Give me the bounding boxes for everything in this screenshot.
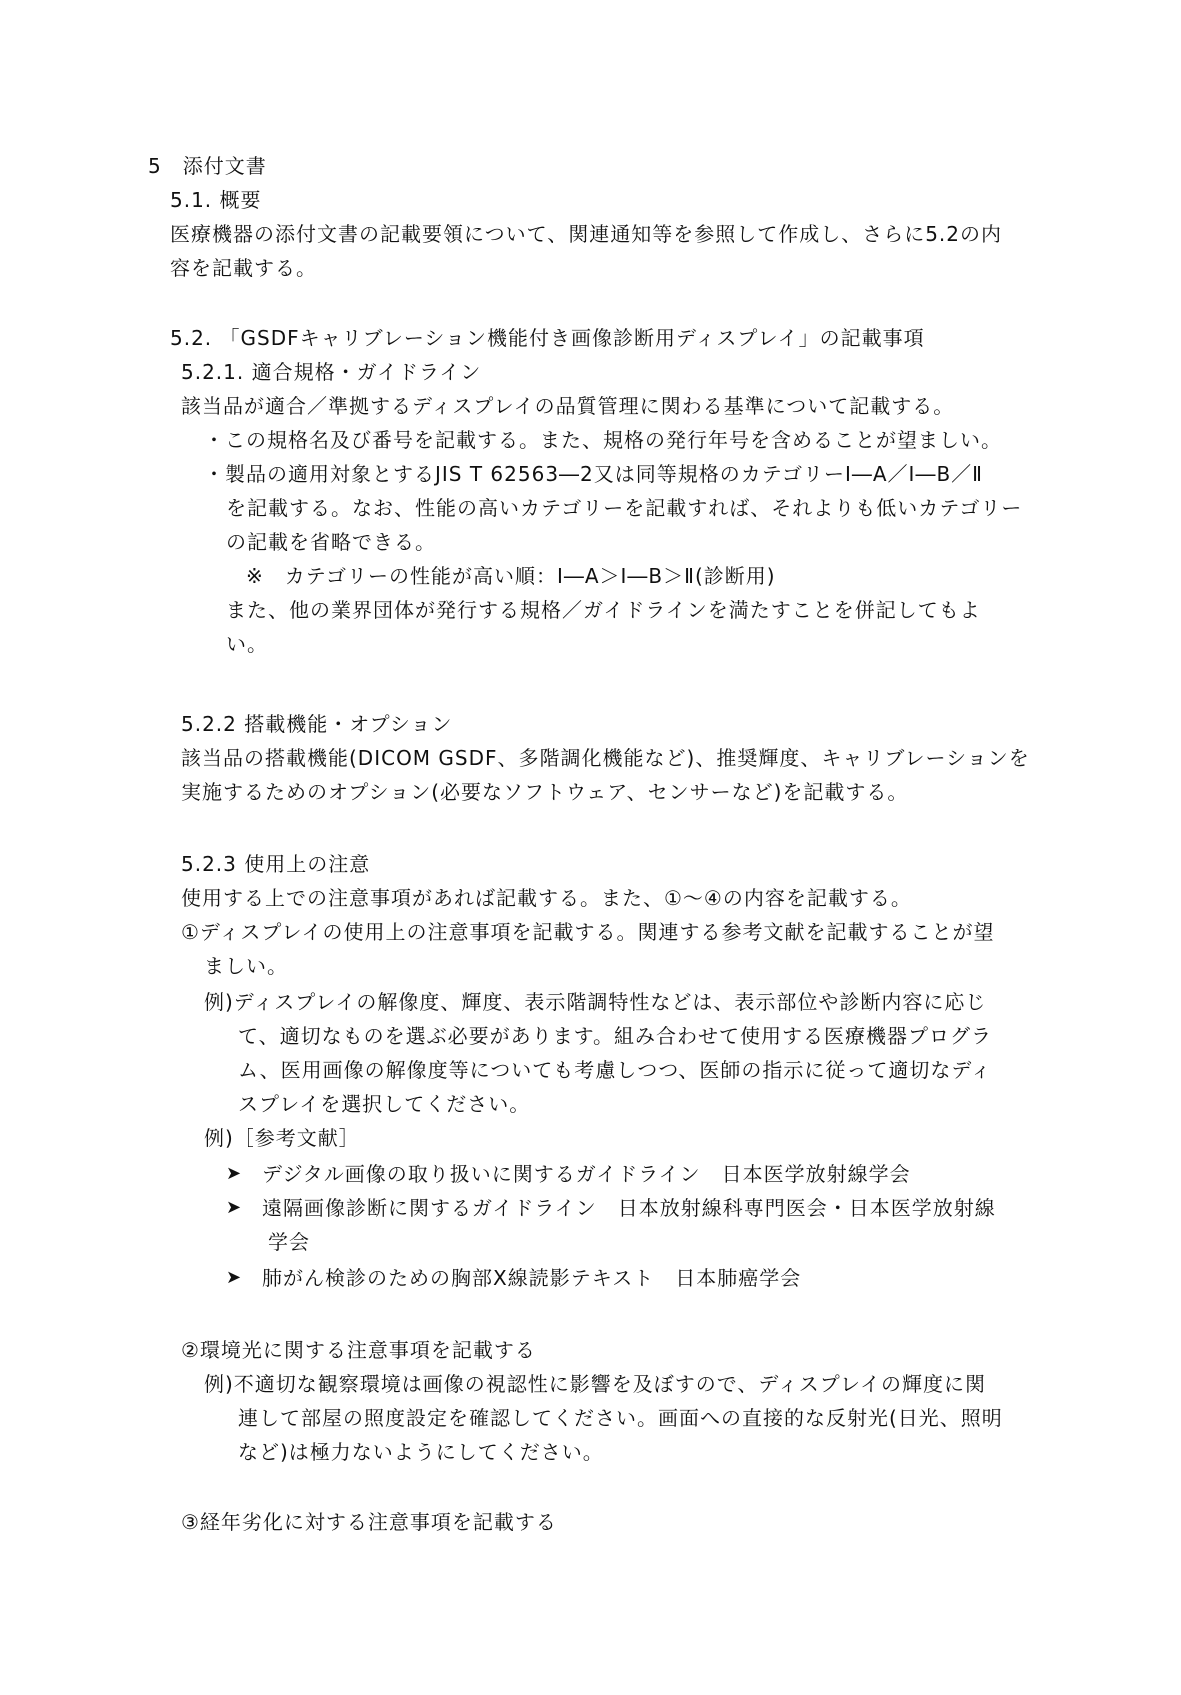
paragraph-line: 容を記載する。 — [170, 256, 317, 280]
example-line: など)は極力ないようにしてください。 — [238, 1440, 604, 1464]
caution-item-1-continuation: ましい。 — [204, 954, 288, 978]
paragraph-line: 実施するためのオプション(必要なソフトウェア、センサーなど)を記載する。 — [181, 780, 909, 804]
example-line: 例)不適切な観察環境は画像の視認性に影響を及ぼすので、ディスプレイの輝度に関 — [204, 1372, 987, 1396]
example-line: て、適切なものを選ぶ必要があります。組み合わせて使用する医療機器プログラ — [238, 1024, 992, 1048]
caution-item-2: ②環境光に関する注意事項を記載する — [181, 1338, 536, 1362]
bullet-item-continuation: を記載する。なお、性能の高いカテゴリーを記載すれば、それよりも低いカテゴリー — [226, 496, 1023, 520]
paragraph-line: 該当品の搭載機能(DICOM GSDF、多階調化機能など)、推奨輝度、キャリブレーションを — [181, 746, 1030, 770]
paragraph-line: い。 — [226, 632, 268, 656]
reference-item-continuation: 学会 — [268, 1230, 310, 1254]
bullet-item: ・この規格名及び番号を記載する。また、規格の発行年号を含めることが望ましい。 — [204, 428, 1002, 452]
section-5-2-2-title: 5.2.2 搭載機能・オプション — [181, 712, 453, 736]
caution-item-1: ①ディスプレイの使用上の注意事項を記載する。関連する参考文献を記載することが望 — [181, 920, 995, 944]
reference-item: デジタル画像の取り扱いに関するガイドライン 日本医学放射線学会 — [262, 1162, 911, 1186]
example-line: 例)ディスプレイの解像度、輝度、表示階調特性などは、表示部位や診断内容に応じ — [204, 990, 987, 1014]
section-5-1-title: 5.1. 概要 — [170, 188, 262, 212]
paragraph-line: 使用する上での注意事項があれば記載する。また、①～④の内容を記載する。 — [181, 886, 912, 910]
arrowhead-bullet-icon: ➤ — [226, 1163, 242, 1184]
section-5-2-title: 5.2. 「GSDFキャリブレーション機能付き画像診断用ディスプレイ」の記載事項 — [170, 326, 925, 350]
example-line: スプレイを選択してください。 — [238, 1092, 531, 1116]
bullet-item-continuation: の記載を省略できる。 — [226, 530, 436, 554]
arrowhead-bullet-icon: ➤ — [226, 1267, 242, 1288]
bullet-item: ・製品の適用対象とするJIS T 62563―2又は同等規格のカテゴリーⅠ―A／Ⅰ―B／Ⅱ — [204, 462, 984, 486]
paragraph-line: 医療機器の添付文書の記載要領について、関連通知等を参照して作成し、さらに5.2の内 — [170, 222, 1003, 246]
reference-item: 肺がん検診のための胸部X線読影テキスト 日本肺癌学会 — [262, 1266, 802, 1290]
arrowhead-bullet-icon: ➤ — [226, 1197, 242, 1218]
paragraph-line: また、他の業界団体が発行する規格／ガイドラインを満たすことを併記してもよ — [226, 598, 981, 622]
reference-label: 例)［参考文献］ — [204, 1126, 360, 1150]
reference-item: 遠隔画像診断に関するガイドライン 日本放射線科専門医会・日本医学放射線 — [262, 1196, 996, 1220]
example-line: ム、医用画像の解像度等についても考慮しつつ、医師の指示に従って適切なディ — [238, 1058, 992, 1082]
section-5-2-1-title: 5.2.1. 適合規格・ガイドライン — [181, 360, 482, 384]
example-line: 連して部屋の照度設定を確認してください。画面への直接的な反射光(日光、照明 — [238, 1406, 1003, 1430]
note-line: ※ カテゴリーの性能が高い順：Ⅰ―A＞Ⅰ―B＞Ⅱ(診断用) — [246, 564, 776, 588]
section-5-title: 5 添付文書 — [148, 154, 267, 178]
paragraph-line: 該当品が適合／準拠するディスプレイの品質管理に関わる基準について記載する。 — [181, 394, 955, 418]
section-5-2-3-title: 5.2.3 使用上の注意 — [181, 852, 371, 876]
caution-item-3: ③経年劣化に対する注意事項を記載する — [181, 1510, 557, 1534]
